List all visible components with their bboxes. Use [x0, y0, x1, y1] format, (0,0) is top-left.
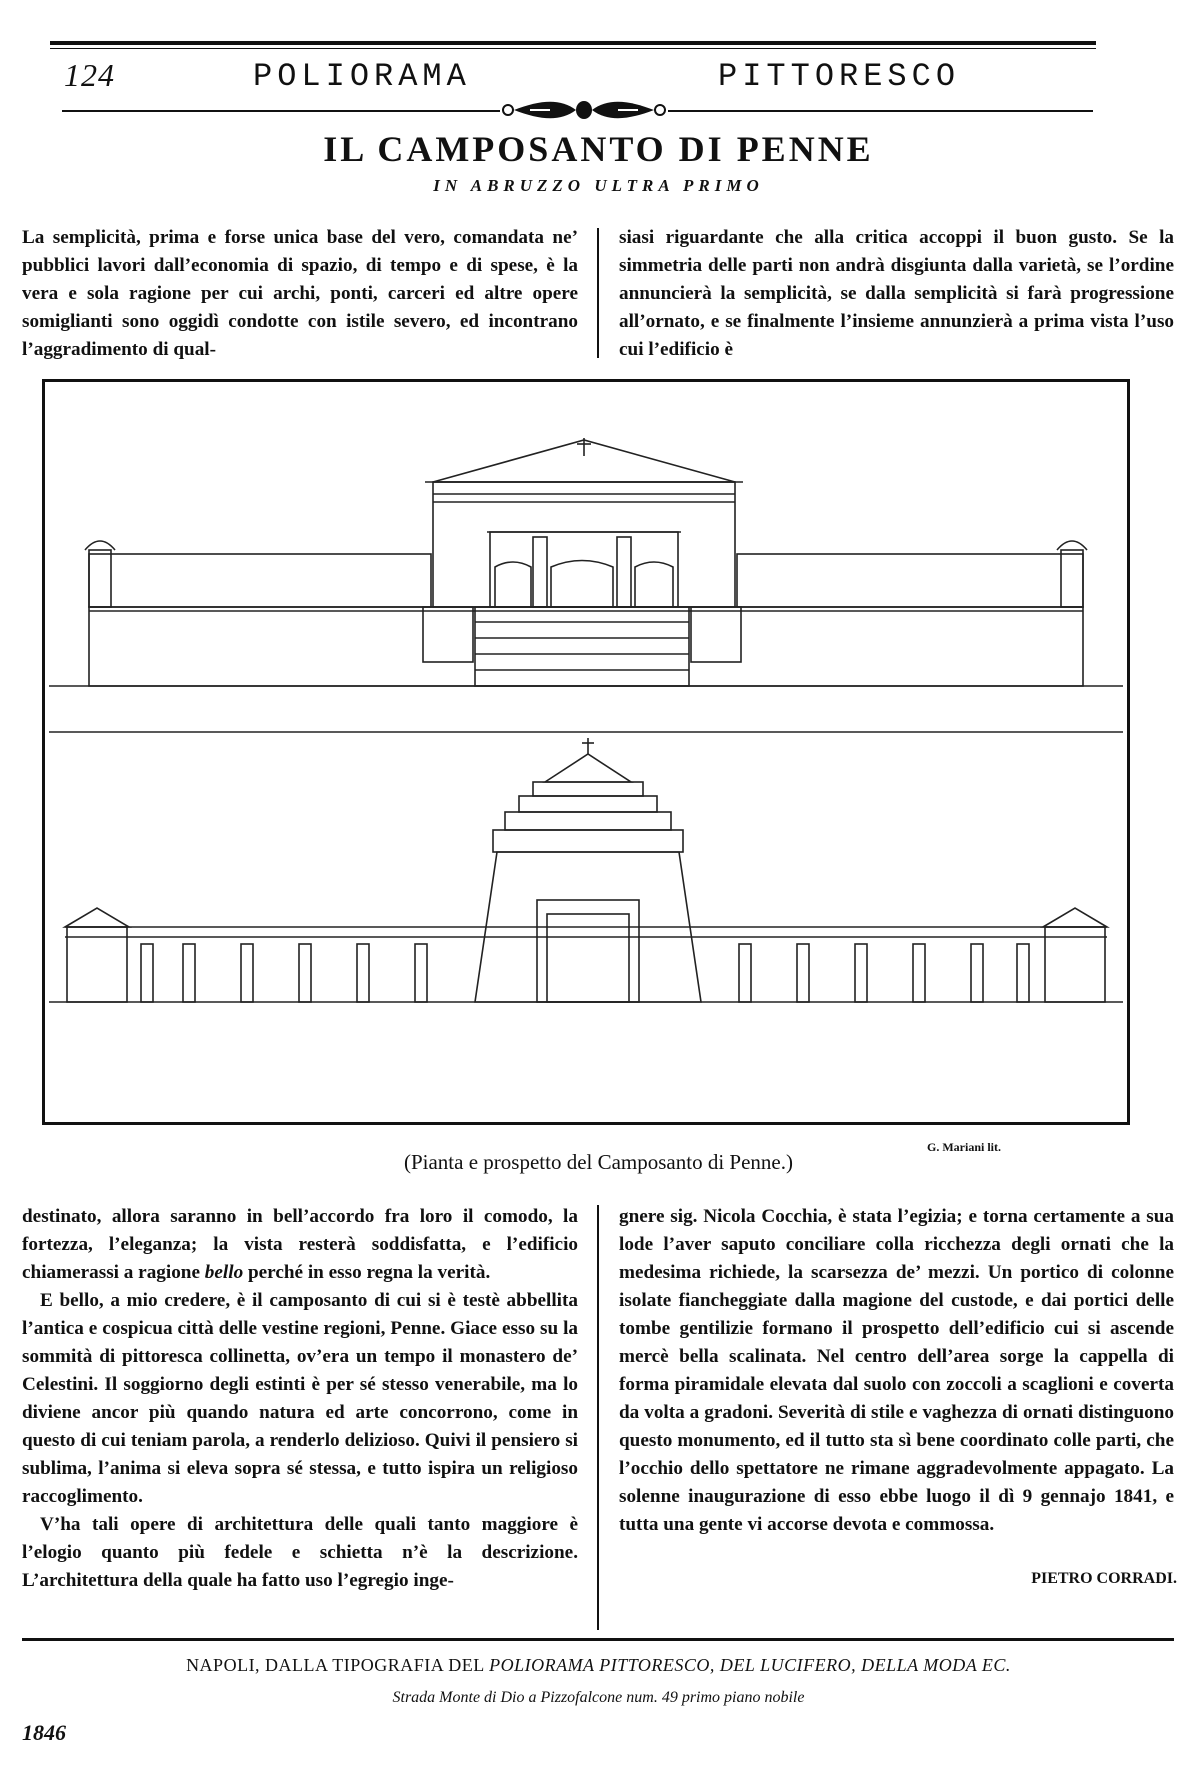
journal-title-left: POLIORAMA	[253, 58, 471, 95]
footer-rule	[22, 1638, 1174, 1641]
column-divider-bottom	[597, 1205, 599, 1630]
paragraph: siasi riguardante che alla critica accoppi il buon gusto. Se la simmetria delle parti non andrà disgiunta dalla varietà, se l’ordine annuncierà la semplicità, se dalla semplicità si farà progressione all’ornato, e se finalmente l’insieme annunzierà a prima vista l’uso cui l’edificio è	[619, 227, 1174, 360]
article-title: IL CAMPOSANTO DI PENNE	[323, 129, 874, 169]
header-top-rule	[50, 41, 1096, 45]
text-column-top-left	[22, 224, 578, 364]
paragraph: E bello, a mio credere, è il camposanto di cui si è testè abbellita l’antica e cospicua città delle vestine regioni, Penne. Giace esso su la sommità di pittoresca collinetta, ov’era un tempo il monastero de’ Celestini. Il soggiorno degli estinti è per sé stesso venerabile, ma lo diviene ancor più quando natura ed arte concorrono, come in questo di cui teniam parola, a renderlo delizioso. Quivi il pensiero si sublima, l’anima si eleva sopra sé stessa, e tutto ispira un religioso raccoglimento.	[22, 1290, 578, 1507]
text-column-bottom-left	[22, 1203, 578, 1595]
elevation-drawing	[45, 382, 1127, 1122]
figure-caption: (Pianta e prospetto del Camposanto di Penne.)	[403, 1150, 793, 1174]
column-divider-top	[597, 228, 599, 358]
header-top-rule-thin	[50, 48, 1096, 49]
header-bottom-rule-left	[62, 110, 500, 112]
text-column-top-right	[619, 224, 1174, 364]
text-column-bottom-right	[619, 1203, 1174, 1539]
paragraph	[22, 1203, 578, 1287]
ornament-icon	[500, 96, 668, 124]
header-bottom-rule-right	[668, 110, 1093, 112]
journal-title-right: PITTORESCO	[718, 58, 961, 95]
publication-year: 1846	[22, 1720, 66, 1745]
printer-line	[0, 1655, 1197, 1676]
printer-text: NAPOLI, DALLA TIPOGRAFIA DEL	[186, 1655, 490, 1675]
page-number: 124	[64, 57, 115, 93]
paragraph-text: perché in esso regna la verità.	[243, 1262, 491, 1283]
paragraph: gnere sig. Nicola Cocchia, è stata l’egizia; e torna certamente a sua lode l’aver saputo conciliare colla ricchezza degli ornati che la medesima richiede, la scarsezza de’ mezzi. Un portico di colonne isolate fiancheggiate dalla magione del custode, e dai portici delle tombe gentilizie formano il prospetto dell’edificio cui si ascende mercè bella scalinata. Nel centro dell’area sorge la cappella di forma piramidale elevata dal suolo con zoccoli a scaglioni e coverta da volta a gradoni. Severità di stile e vaghezza di ornati distinguono questo monumento, ed il tutto sta sì bene coordinato colle parti, che l’occhio dello spettatore ne rimane aggradevolmente appagato. La solenne inaugurazione di esso ebbe luogo il dì 9 gennajo 1841, e tutta una gente vi accorse devota e commossa.	[619, 1206, 1174, 1535]
paragraph: V’ha tali opere di architettura delle quali tanto maggiore è l’elogio quanto più fedele e schietta n’è la descrizione. L’architettura della quale ha fatto uso l’egregio inge-	[22, 1514, 578, 1591]
author-signature: PIETRO CORRADI.	[1031, 1570, 1177, 1587]
paragraph: La semplicità, prima e forse unica base del vero, comandata ne’ pubblici lavori dall’economia di spazio, di tempo e di spese, è la vera e sola ragione per cui archi, ponti, carceri ed altre opere somiglianti sono oggidì condotte con istile severo, ed incontrano l’aggradimento di qual-	[22, 227, 578, 360]
article-subtitle: IN ABRUZZO ULTRA PRIMO	[433, 176, 764, 195]
lithographer-credit: G. Mariani lit.	[927, 1140, 1001, 1154]
paragraph-text: destinato, allora saranno in bell’accordo fra loro il comodo, la fortezza, l’eleganza; la vista resterà soddisfatta, e l’edificio chiamerassi a ragione	[22, 1206, 578, 1283]
printer-publications: POLIORAMA PITTORESCO, DEL LUCIFERO, DELLA MODA EC.	[489, 1655, 1011, 1675]
architectural-plate	[42, 379, 1130, 1125]
emphasized-word: bello	[204, 1262, 244, 1283]
printer-address: Strada Monte di Dio a Pizzofalcone num. 49 primo piano nobile	[392, 1689, 805, 1706]
